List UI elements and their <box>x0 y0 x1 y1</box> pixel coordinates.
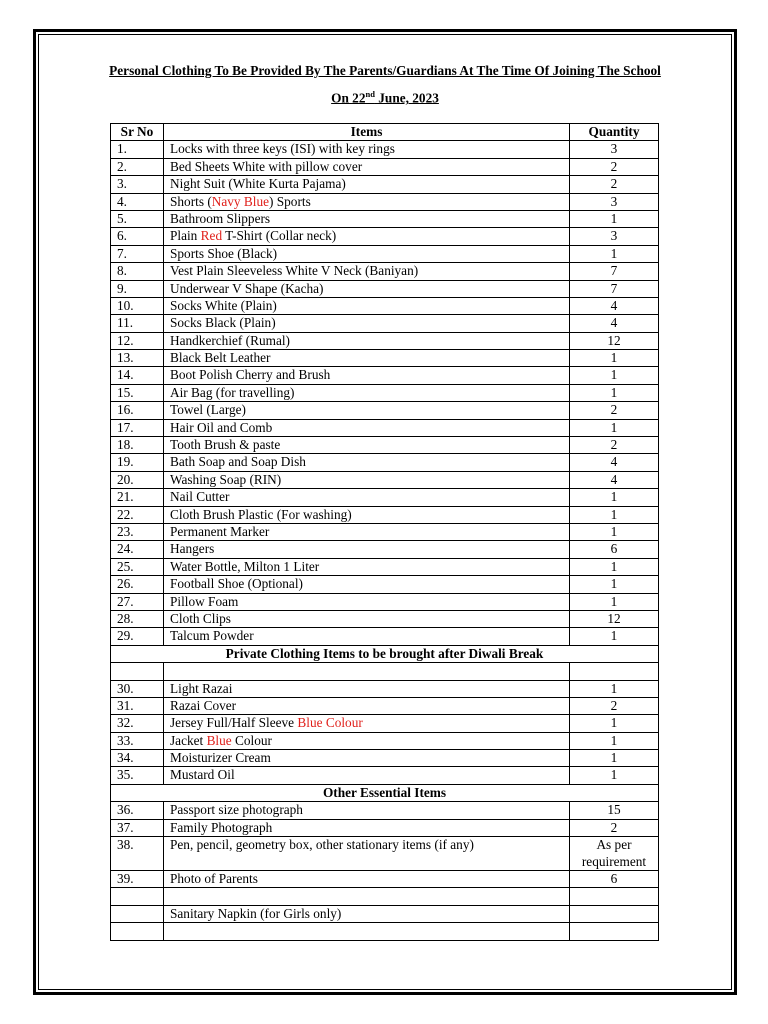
row-quantity: 2 <box>570 437 659 454</box>
row-item <box>164 228 570 245</box>
row-quantity: 1 <box>570 680 659 697</box>
item-text: Socks Black (Plain) <box>170 315 276 331</box>
table-row <box>111 680 659 697</box>
row-quantity: 1 <box>570 750 659 767</box>
row-item <box>164 888 570 905</box>
row-quantity: 4 <box>570 454 659 471</box>
row-sr-no: 1. <box>111 141 164 158</box>
row-quantity: 15 <box>570 802 659 819</box>
row-item <box>164 802 570 819</box>
row-sr-no: 22. <box>111 506 164 523</box>
row-sr-no <box>111 905 164 922</box>
row-sr-no: 19. <box>111 454 164 471</box>
item-text: Mustard Oil <box>170 767 235 783</box>
section-header-row <box>111 645 659 662</box>
row-sr-no: 23. <box>111 523 164 540</box>
item-text: Vest Plain Sleeveless White V Neck (Baniyan) <box>170 263 419 279</box>
row-quantity: 1 <box>570 593 659 610</box>
row-item <box>164 610 570 627</box>
row-quantity: 1 <box>570 732 659 749</box>
table-row <box>111 437 659 454</box>
item-text: Jersey Full/Half Sleeve <box>170 715 298 731</box>
item-text: Tooth Brush & paste <box>170 437 281 453</box>
row-sr-no: 9. <box>111 280 164 297</box>
item-highlight-text: Blue <box>206 732 232 748</box>
table-row <box>111 280 659 297</box>
row-item <box>164 471 570 488</box>
table-row <box>111 315 659 332</box>
table-row <box>111 715 659 732</box>
item-text: Washing Soap (RIN) <box>170 471 282 487</box>
row-quantity <box>570 923 659 940</box>
row-quantity: 6 <box>570 541 659 558</box>
row-item <box>164 506 570 523</box>
table-row <box>111 158 659 175</box>
table-row <box>111 819 659 836</box>
row-item <box>164 819 570 836</box>
row-sr-no: 32. <box>111 715 164 732</box>
table-row <box>111 245 659 262</box>
item-text: Locks with three keys (ISI) with key rings <box>170 141 395 157</box>
row-quantity: 1 <box>570 350 659 367</box>
row-item <box>164 210 570 227</box>
row-sr-no: 27. <box>111 593 164 610</box>
document-date <box>40 89 730 106</box>
item-text: Jacket <box>170 732 207 748</box>
row-item <box>164 384 570 401</box>
items-table <box>110 123 659 941</box>
row-quantity: 2 <box>570 158 659 175</box>
row-sr-no: 25. <box>111 558 164 575</box>
row-sr-no: 3. <box>111 176 164 193</box>
blank-row <box>111 663 659 680</box>
row-item <box>164 193 570 210</box>
item-text: Handkerchief (Rumal) <box>170 332 290 348</box>
row-sr-no: 18. <box>111 437 164 454</box>
row-quantity: As per requirement <box>570 837 659 871</box>
row-quantity: 1 <box>570 576 659 593</box>
table-row <box>111 297 659 314</box>
row-item <box>164 489 570 506</box>
row-sr-no: 31. <box>111 697 164 714</box>
header-items: Items <box>164 124 570 141</box>
table-row <box>111 923 659 940</box>
item-text: Light Razai <box>170 680 233 696</box>
item-text: Shorts ( <box>170 193 212 209</box>
table-row <box>111 454 659 471</box>
table-row <box>111 697 659 714</box>
item-text: Towel (Large) <box>170 402 246 418</box>
row-item <box>164 593 570 610</box>
row-quantity: 2 <box>570 697 659 714</box>
row-item <box>164 680 570 697</box>
blank-cell <box>164 663 570 680</box>
row-sr-no: 13. <box>111 350 164 367</box>
row-item <box>164 402 570 419</box>
table-row <box>111 228 659 245</box>
row-sr-no: 10. <box>111 297 164 314</box>
item-text: Cloth Clips <box>170 610 231 626</box>
item-text: Razai Cover <box>170 697 237 713</box>
row-quantity: 2 <box>570 819 659 836</box>
table-row <box>111 750 659 767</box>
item-highlight-text: Navy Blue <box>211 193 269 209</box>
item-highlight-text: Blue Colour <box>297 715 363 731</box>
item-text: Pen, pencil, geometry box, other stationary items (if any) <box>170 837 474 853</box>
item-text: Football Shoe (Optional) <box>170 576 303 592</box>
item-text: Boot Polish Cherry and Brush <box>170 367 331 383</box>
row-item <box>164 176 570 193</box>
table-row <box>111 489 659 506</box>
row-item <box>164 576 570 593</box>
row-sr-no: 30. <box>111 680 164 697</box>
date-prefix: On 22 <box>331 90 366 106</box>
item-text: Family Photograph <box>170 819 273 835</box>
item-text: Cloth Brush Plastic (For washing) <box>170 506 352 522</box>
row-quantity: 4 <box>570 471 659 488</box>
table-row <box>111 802 659 819</box>
row-sr-no: 24. <box>111 541 164 558</box>
table-row <box>111 593 659 610</box>
table-row <box>111 176 659 193</box>
table-row <box>111 141 659 158</box>
row-item <box>164 367 570 384</box>
row-sr-no: 7. <box>111 245 164 262</box>
row-sr-no <box>111 923 164 940</box>
date-suffix: nd <box>365 89 375 99</box>
item-text: Socks White (Plain) <box>170 297 277 313</box>
row-sr-no: 17. <box>111 419 164 436</box>
row-item <box>164 245 570 262</box>
row-item <box>164 280 570 297</box>
table-row <box>111 610 659 627</box>
table-row <box>111 732 659 749</box>
row-item <box>164 315 570 332</box>
row-quantity: 1 <box>570 523 659 540</box>
table-row <box>111 419 659 436</box>
row-item <box>164 454 570 471</box>
row-sr-no: 12. <box>111 332 164 349</box>
row-item <box>164 263 570 280</box>
row-quantity: 6 <box>570 871 659 888</box>
item-text: Hair Oil and Comb <box>170 419 273 435</box>
row-sr-no: 37. <box>111 819 164 836</box>
row-quantity: 3 <box>570 193 659 210</box>
item-text: Hangers <box>170 541 215 557</box>
row-sr-no: 8. <box>111 263 164 280</box>
table-row <box>111 506 659 523</box>
row-quantity <box>570 888 659 905</box>
row-item <box>164 541 570 558</box>
row-item <box>164 837 570 871</box>
item-text: Plain <box>170 228 201 244</box>
row-item <box>164 437 570 454</box>
table-row <box>111 905 659 922</box>
row-item <box>164 523 570 540</box>
row-item <box>164 158 570 175</box>
item-text: Sanitary Napkin (for Girls only) <box>170 905 342 921</box>
row-quantity: 1 <box>570 210 659 227</box>
blank-cell <box>570 663 659 680</box>
row-item <box>164 419 570 436</box>
row-item <box>164 297 570 314</box>
row-quantity: 12 <box>570 332 659 349</box>
row-quantity: 1 <box>570 245 659 262</box>
table-row <box>111 558 659 575</box>
item-text: Underwear V Shape (Kacha) <box>170 280 324 296</box>
row-item <box>164 350 570 367</box>
item-text: Bathroom Slippers <box>170 210 271 226</box>
row-quantity: 2 <box>570 402 659 419</box>
row-sr-no: 35. <box>111 767 164 784</box>
row-sr-no: 5. <box>111 210 164 227</box>
row-quantity: 7 <box>570 263 659 280</box>
row-quantity: 12 <box>570 610 659 627</box>
table-row <box>111 888 659 905</box>
row-quantity: 1 <box>570 489 659 506</box>
row-quantity: 1 <box>570 628 659 645</box>
row-sr-no <box>111 888 164 905</box>
row-quantity: 4 <box>570 315 659 332</box>
date-rest: June, 2023 <box>374 90 439 106</box>
row-sr-no: 26. <box>111 576 164 593</box>
row-sr-no: 39. <box>111 871 164 888</box>
row-sr-no: 11. <box>111 315 164 332</box>
item-text: Sports Shoe (Black) <box>170 245 278 261</box>
item-text: ) Sports <box>269 193 311 209</box>
row-item <box>164 558 570 575</box>
row-item <box>164 332 570 349</box>
table-row <box>111 332 659 349</box>
table-row <box>111 576 659 593</box>
row-sr-no: 2. <box>111 158 164 175</box>
row-quantity: 1 <box>570 715 659 732</box>
row-sr-no: 4. <box>111 193 164 210</box>
table-row <box>111 193 659 210</box>
row-sr-no: 28. <box>111 610 164 627</box>
section-title-diwali: Private Clothing Items to be brought after Diwali Break <box>111 645 659 662</box>
table-row <box>111 367 659 384</box>
section-title-essentials: Other Essential Items <box>111 784 659 801</box>
item-text: Photo of Parents <box>170 871 258 887</box>
table-row <box>111 263 659 280</box>
table-header-row <box>111 124 659 141</box>
table-row <box>111 541 659 558</box>
row-quantity: 1 <box>570 367 659 384</box>
table-row <box>111 628 659 645</box>
row-item <box>164 767 570 784</box>
row-sr-no: 6. <box>111 228 164 245</box>
item-text: Black Belt Leather <box>170 350 271 366</box>
item-text: Water Bottle, Milton 1 Liter <box>170 558 320 574</box>
item-text: Permanent Marker <box>170 523 270 539</box>
table-row <box>111 837 659 871</box>
item-highlight-text: Red <box>200 228 223 244</box>
table-row <box>111 767 659 784</box>
table-row <box>111 871 659 888</box>
section-header-row <box>111 784 659 801</box>
item-text: Colour <box>231 732 272 748</box>
row-sr-no: 33. <box>111 732 164 749</box>
item-text: Bed Sheets White with pillow cover <box>170 158 363 174</box>
row-sr-no: 21. <box>111 489 164 506</box>
row-quantity: 3 <box>570 141 659 158</box>
header-sr-no: Sr No <box>111 124 164 141</box>
row-item <box>164 871 570 888</box>
row-sr-no: 36. <box>111 802 164 819</box>
blank-cell <box>111 663 164 680</box>
item-text: Bath Soap and Soap Dish <box>170 454 306 470</box>
row-quantity: 1 <box>570 419 659 436</box>
item-text: T-Shirt (Collar neck) <box>222 228 337 244</box>
row-quantity <box>570 905 659 922</box>
table-row <box>111 471 659 488</box>
row-quantity: 1 <box>570 384 659 401</box>
row-item <box>164 628 570 645</box>
header-quantity: Quantity <box>570 124 659 141</box>
item-text: Pillow Foam <box>170 593 239 609</box>
row-quantity: 3 <box>570 228 659 245</box>
row-quantity: 7 <box>570 280 659 297</box>
table-body <box>111 141 659 940</box>
row-quantity: 1 <box>570 767 659 784</box>
row-quantity: 2 <box>570 176 659 193</box>
item-text: Passport size photograph <box>170 802 303 818</box>
row-quantity: 1 <box>570 506 659 523</box>
document-title: Personal Clothing To Be Provided By The Parents/Guardians At The Time Of Joining The School <box>109 63 661 78</box>
item-text: Nail Cutter <box>170 489 230 505</box>
item-text: Moisturizer Cream <box>170 750 271 766</box>
item-text: Air Bag (for travelling) <box>170 384 295 400</box>
row-item <box>164 750 570 767</box>
row-sr-no: 16. <box>111 402 164 419</box>
row-item <box>164 923 570 940</box>
table-row <box>111 402 659 419</box>
row-sr-no: 14. <box>111 367 164 384</box>
row-quantity: 1 <box>570 558 659 575</box>
row-quantity: 4 <box>570 297 659 314</box>
table-row <box>111 523 659 540</box>
row-item <box>164 732 570 749</box>
row-sr-no: 34. <box>111 750 164 767</box>
row-item <box>164 715 570 732</box>
row-item <box>164 905 570 922</box>
item-text: Talcum Powder <box>170 628 254 644</box>
row-sr-no: 20. <box>111 471 164 488</box>
row-item <box>164 141 570 158</box>
item-text: Night Suit (White Kurta Pajama) <box>170 176 346 192</box>
table-row <box>111 210 659 227</box>
row-item <box>164 697 570 714</box>
row-sr-no: 38. <box>111 837 164 871</box>
row-sr-no: 29. <box>111 628 164 645</box>
table-row <box>111 350 659 367</box>
table-row <box>111 384 659 401</box>
row-sr-no: 15. <box>111 384 164 401</box>
